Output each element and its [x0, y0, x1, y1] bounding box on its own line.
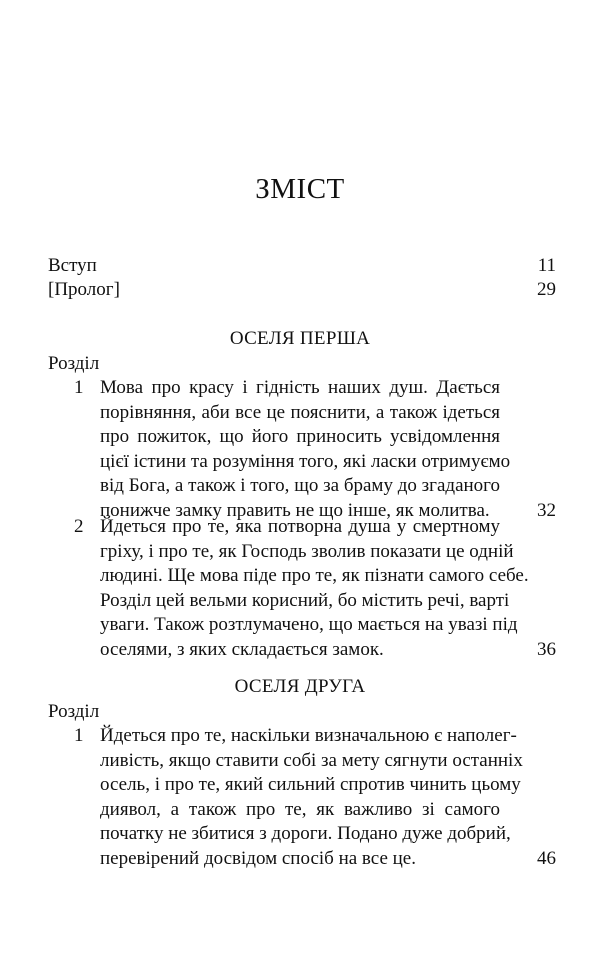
entry-label: [Пролог] [48, 279, 120, 300]
toc-chapter-entry [48, 724, 556, 871]
description-line: уваги. Також розтлумачено, що мається на увазі під [100, 614, 518, 635]
section-label: Розділ [48, 353, 100, 374]
chapter-number: 1 [74, 725, 84, 746]
chapter-number: 2 [74, 516, 84, 537]
chapter-description [100, 724, 523, 871]
entry-page-number: 29 [537, 279, 556, 300]
description-line: ливість, якщо ставити собі за мету сягнути останніх [100, 749, 523, 771]
description-line: Йдеться про те, наскільки визначальною є наполег- [100, 725, 517, 746]
description-line: людині. Ще мова піде про те, як пізнати самого себе. [100, 565, 529, 586]
description-line: порівняння, аби все це пояснити, а також ідеться [100, 401, 500, 423]
description-line: цієї істини та розуміння того, які ласки отримуємо [100, 450, 511, 472]
description-line: диявол, а також про те, як важливо зі самого [100, 798, 500, 820]
chapter-number: 1 [74, 377, 84, 398]
description-line: початку не збитися з дороги. Подано дуже добрий, [100, 823, 511, 844]
chapter-page-number: 32 [537, 499, 556, 521]
page-title: ЗМІСТ [255, 173, 345, 205]
description-line: гріху, і про те, як Господь зволив показати це одній [100, 540, 514, 562]
toc-chapter-entry [48, 376, 556, 523]
chapter-page-number: 46 [537, 847, 556, 869]
description-line: осель, і про те, який сильний спротив чинить цьому [100, 774, 521, 795]
chapter-description [100, 376, 511, 523]
description-line: Йдеться про те, яка потворна душа у смертному [100, 516, 500, 537]
toc-chapter-entry [48, 515, 556, 662]
description-line: перевірений досвідом спосіб на все це. [100, 847, 416, 869]
part-heading: ОСЕЛЯ ПЕРША [229, 328, 371, 349]
part-heading: ОСЕЛЯ ДРУГА [234, 676, 366, 697]
entry-label: Вступ [48, 255, 97, 276]
description-line: понижче замку править не що інше, як молитва. [100, 499, 490, 521]
description-line: про пожиток, що його приносить усвідомлення [100, 426, 500, 447]
description-line: оселями, з яких складається замок. [100, 638, 384, 660]
description-line: Мова про красу і гідність наших душ. Дається [100, 377, 500, 398]
chapter-page-number: 36 [537, 638, 556, 660]
chapter-description [100, 515, 529, 662]
description-line: Розділ цей вельми корисний, бо містить речі, варті [100, 589, 510, 611]
section-label: Розділ [48, 701, 100, 722]
entry-page-number: 11 [537, 255, 556, 276]
description-line: від Бога, а також і того, що за браму до згаданого [100, 475, 500, 496]
